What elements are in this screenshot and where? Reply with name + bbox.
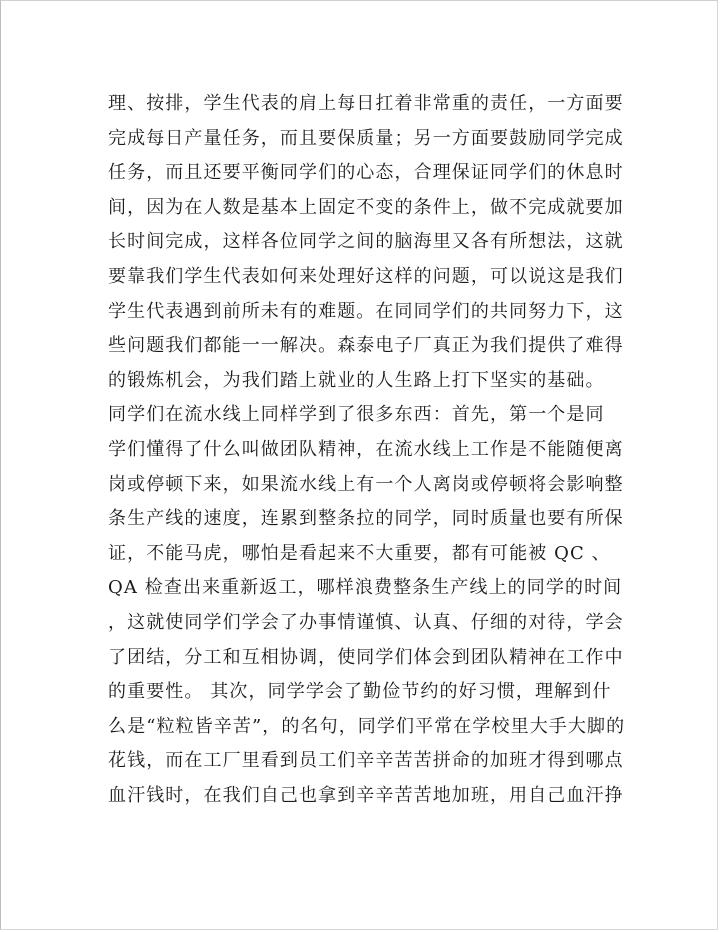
text-line: 同学们在流水线上同样学到了很多东西：首先，第一个是同 <box>108 404 605 426</box>
text-line: 完成每日产量任务，而且要保质量；另一方面要鼓励同学完成 <box>108 127 624 149</box>
text-line: 么是“粒粒皆辛苦”，的名句，同学们平常在学校里大手大脚的 <box>108 715 626 737</box>
text-line: 证，不能马虎，哪怕是看起来不大重要，都有可能被 QC 、 <box>108 542 611 564</box>
text-line: 了团结，分工和互相协调，使同学们体会到团队精神在工作中 <box>108 646 624 668</box>
text-line: 些问题我们都能一一解决。森泰电子厂真正为我们提供了难得 <box>108 335 624 357</box>
text-line: 学生代表遇到前所未有的难题。在同同学们的共同努力下，这 <box>108 300 624 322</box>
text-line: 任务，而且还要平衡同学们的心态，合理保证同学们的休息时 <box>108 162 624 184</box>
text-line: ，这就使同学们学会了办事情谨慎、认真、仔细的对待，学会 <box>108 611 624 633</box>
text-line: QA 检查出来重新返工，哪样浪费整条生产线上的同学的时间 <box>108 577 623 599</box>
body-text <box>108 87 628 813</box>
text-line: 血汗钱时，在我们自己也拿到辛辛苦苦地加班，用自己血汗挣 <box>108 784 624 806</box>
text-line: 要靠我们学生代表如何来处理好这样的问题，可以说这是我们 <box>108 265 624 287</box>
text-line: 的重要性。 其次，同学学会了勤俭节约的好习惯，理解到什 <box>108 681 612 703</box>
text-line: 条生产线的速度，连累到整条拉的同学，同时质量也要有所保 <box>108 508 624 530</box>
text-line: 学们懂得了什么叫做团队精神，在流水线上工作是不能随便离 <box>108 438 624 460</box>
text-line: 的锻炼机会，为我们踏上就业的人生路上打下坚实的基础。 <box>108 369 605 391</box>
text-line: 理、按排，学生代表的肩上每日扛着非常重的责任，一方面要 <box>108 93 624 114</box>
text-line: 花钱，而在工厂里看到员工们辛辛苦苦拼命的加班才得到哪点 <box>108 750 624 772</box>
text-line: 间，因为在人数是基本上固定不变的条件上，做不完成就要加 <box>108 196 624 218</box>
text-line: 长时间完成，这样各位同学之间的脑海里又各有所想法，这就 <box>108 231 624 253</box>
text-line: 岗或停顿下来，如果流水线上有一个人离岗或停顿将会影响整 <box>108 473 624 495</box>
